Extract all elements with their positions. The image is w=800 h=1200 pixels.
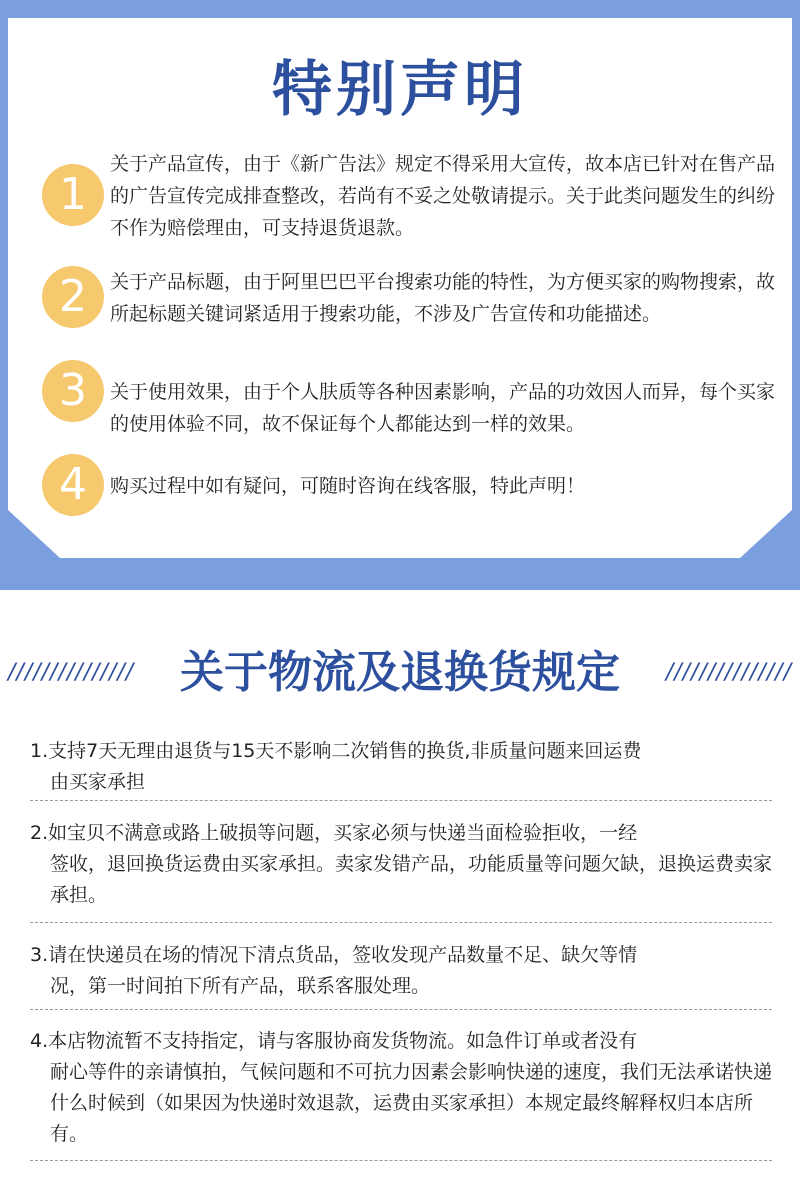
statement-text-4: 购买过程中如有疑问，可随时咨询在线客服，特此声明！ — [110, 475, 586, 497]
logistics-rule-1 — [30, 736, 772, 798]
logistics-header — [0, 630, 800, 700]
rule-3-continuation: 况，第一时间拍下所有产品，联系客服处理。 — [50, 975, 431, 997]
rule-2-continuation: 签收，退回换货运费由买家承担。卖家发错产品，功能质量等问题欠缺，退换运费卖家承担。 — [50, 853, 773, 906]
number-badge-2: 2 — [42, 266, 104, 328]
rule-1-first-line: 1.支持7天无理由退货与15天不影响二次销售的换货,非质量问题来回运费 — [30, 740, 642, 762]
decorative-slashes-left: /////////////// — [8, 660, 135, 685]
logistics-rule-3 — [30, 940, 772, 1002]
logistics-rule-4 — [30, 1026, 772, 1150]
rule-2-first-line: 2.如宝贝不满意或路上破损等问题，买家必须与快递当面检验拒收，一经 — [30, 822, 638, 844]
number-badge-3: 3 — [42, 360, 104, 422]
rule-divider-1 — [30, 800, 772, 801]
rule-4-first-line: 4.本店物流暂不支持指定，请与客服协商发货物流。如急件订单或者没有 — [30, 1030, 638, 1052]
rule-divider-2 — [30, 922, 772, 923]
rule-4-continuation: 耐心等件的亲请慎拍，气候问题和不可抗力因素会影响快递的速度，我们无法承诺快递什么时候到（如果因为快递时效退款，运费由买家承担）本规定最终解释权归本店所有。 — [50, 1061, 773, 1145]
card-corner-left — [8, 510, 60, 558]
card-corner-right — [740, 510, 792, 558]
special-statement-title: 特别声明 — [272, 55, 528, 125]
logistics-rule-2 — [30, 818, 772, 911]
rule-1-continuation: 由买家承担 — [50, 771, 146, 793]
decorative-slashes-right: /////////////// — [665, 660, 792, 685]
statement-text-1: 关于产品宣传，由于《新广告法》规定不得采用大宣传，故本店已针对在售产品的广告宣传完成排查整改，若尚有不妥之处敬请提示。关于此类问题发生的纠纷不作为赔偿理由，可支持退货退款。 — [110, 153, 776, 239]
statement-text-3: 关于使用效果，由于个人肤质等各种因素影响，产品的功效因人而异，每个买家的使用体验不同，故不保证每个人都能达到一样的效果。 — [110, 381, 776, 435]
statement-text-2: 关于产品标题，由于阿里巴巴平台搜索功能的特性，为方便买家的购物搜索，故所起标题关键词紧适用于搜索功能，不涉及广告宣传和功能描述。 — [110, 271, 776, 325]
number-badge-1: 1 — [42, 164, 104, 226]
rule-divider-3 — [30, 1009, 772, 1010]
logistics-title: 关于物流及退换货规定 — [180, 647, 620, 698]
rule-divider-4 — [30, 1160, 772, 1161]
number-badge-4: 4 — [42, 454, 104, 516]
special-statement-section — [0, 0, 800, 590]
rule-3-first-line: 3.请在快递员在场的情况下清点货品，签收发现产品数量不足、缺欠等情 — [30, 944, 638, 966]
